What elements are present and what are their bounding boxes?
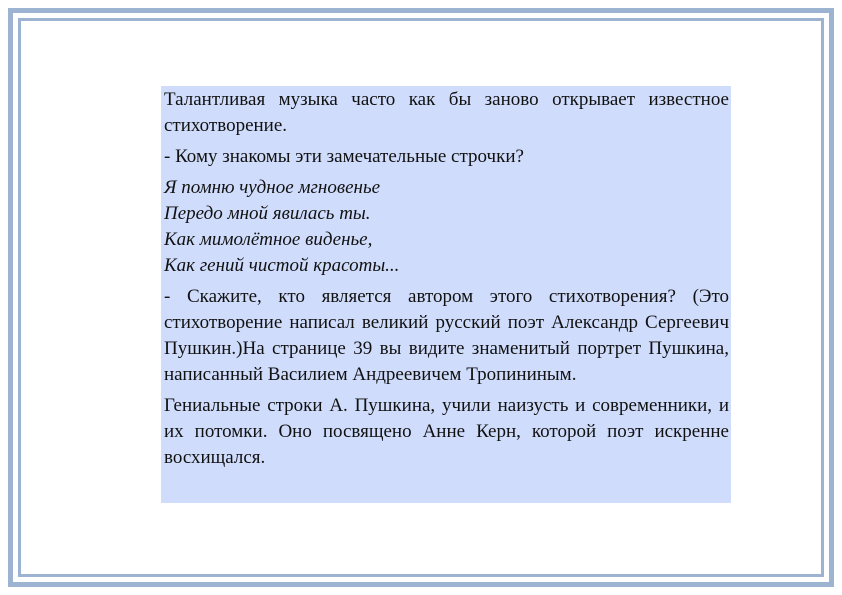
poem-line: Я помню чудное мгновенье (164, 177, 381, 198)
author-paragraph: - Скажите, кто является автором этого стихотворения? (Это стихотворение написал великий русский поэт Александр Сергеевич Пушкин.)На странице 39 вы видите знаменитый портрет Пушкина, написанный Василием Андреевичем Тропининым. (164, 286, 729, 385)
poem-excerpt (164, 175, 729, 279)
poem-line: Как гений чистой красоты... (164, 255, 400, 276)
lesson-text-box (161, 86, 731, 503)
poem-line: Передо мной явилась ты. (164, 203, 371, 224)
intro-paragraph: Талантливая музыка часто как бы заново открывает известное стихотворение. (164, 89, 729, 136)
question-paragraph: - Кому знакомы эти замечательные строчки? (164, 146, 524, 167)
closing-paragraph: Гениальные строки А. Пушкина, учили наизусть и современники, и их потомки. Оно посвящено Анне Керн, которой поэт искренне восхищался. (164, 395, 729, 468)
poem-line: Как мимолётное виденье, (164, 229, 373, 250)
